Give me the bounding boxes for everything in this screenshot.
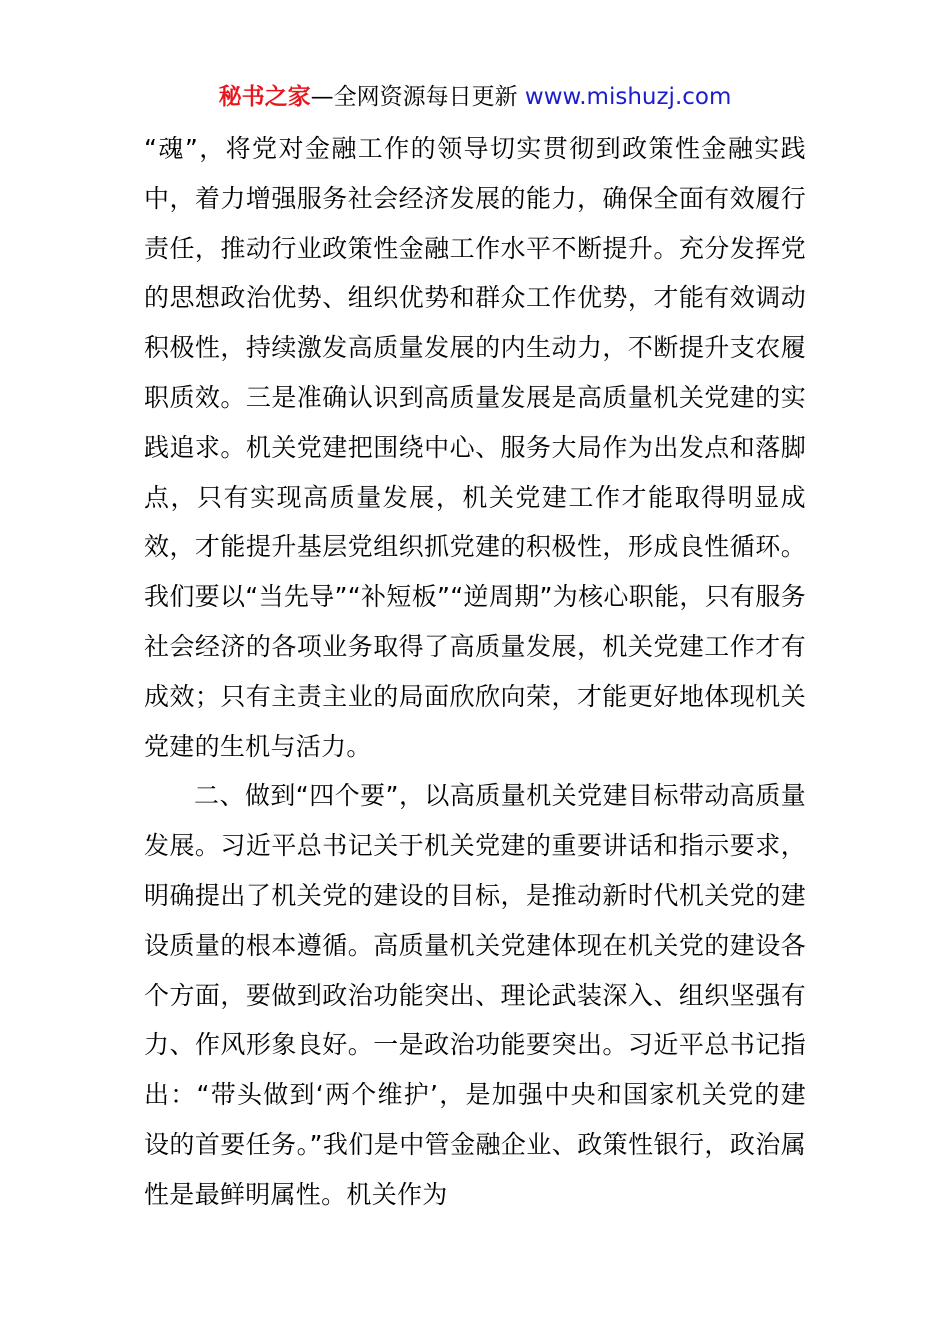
page-header bbox=[0, 82, 950, 112]
paragraph-continued: “魂”，将党对金融工作的领导切实贯彻到政策性金融实践中，着力增强服务社会经济发展的能力，确保全面有效履行责任，推动行业政策性金融工作水平不断提升。充分发挥党的思想政治优势、组织优势和群众工作优势，才能有效调动积极性，持续激发高质量发展的内生动力，不断提升支农履职质效。三是准确认识到高质量发展是高质量机关党建的实践追求。机关党建把围绕中心、服务大局作为出发点和落脚点，只有实现高质量发展，机关党建工作才能取得明显成效，才能提升基层党组织抓党建的积极性，形成良性循环。我们要以“当先导”“补短板”“逆周期”为核心职能，只有服务社会经济的各项业务取得了高质量发展，机关党建工作才有成效；只有主责主业的局面欣欣向荣，才能更好地体现机关党建的生机与活力。 bbox=[144, 134, 806, 761]
header-tagline: —全网资源每日更新 bbox=[310, 84, 525, 110]
paragraph-section-two: 二、做到“四个要”，以高质量机关党建目标带动高质量发展。习近平总书记关于机关党建的重要讲话和指示要求，明确提出了机关党的建设的目标，是推动新时代机关党的建设质量的根本遵循。高质量机关党建体现在机关党的建设各个方面，要做到政治功能突出、理论武装深入、组织坚强有力、作风形象良好。一是政治功能要突出。习近平总书记指出：“带头做到‘两个维护’，是加强中央和国家机关党的建设的首要任务。”我们是中管金融企业、政策性银行，政治属性是最鲜明属性。机关作为 bbox=[144, 781, 806, 1209]
site-url-link[interactable]: www.mishuzj.com bbox=[524, 84, 732, 110]
brand-name: 秘书之家 bbox=[218, 84, 311, 110]
document-body bbox=[144, 124, 806, 1220]
